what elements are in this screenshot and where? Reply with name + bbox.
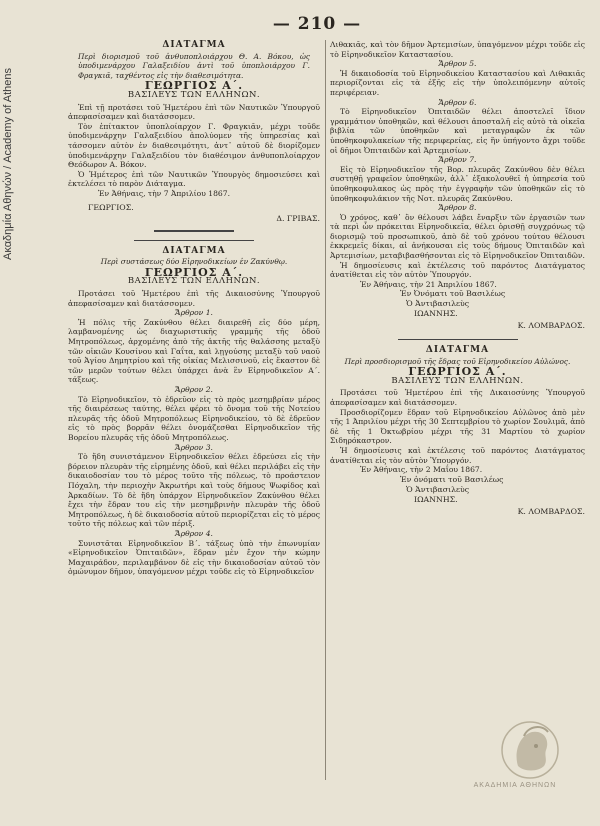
academy-stamp bbox=[452, 718, 578, 800]
signature-line: Ἐν ὀνόματι τοῦ Βασιλέως bbox=[400, 474, 504, 484]
decree-1-heading: ΔΙΑΤΑΓΜΑ bbox=[162, 40, 226, 50]
decree-1-king: ΓΕΩΡΓΙΟΣ Α΄. bbox=[144, 79, 244, 93]
signature-line: Ἐν Ὀνόματι τοῦ Βασιλέως bbox=[400, 289, 506, 299]
decree-2-paragraph: Προτάσει τοῦ Ἡμετέρου ἐπὶ τῆς Δικαιοσύνης Ὑπουργοῦ ἀπεφασίσαμεν καὶ διατάσσομεν. bbox=[68, 289, 320, 308]
decree-3-king: ΓΕΩΡΓΙΟΣ Α΄. bbox=[408, 365, 507, 379]
article-text: Λιθακιᾶς, καὶ τὸν δῆμον Ἀρτεμισίων, ὑπαγόμενον μέχρι τοῦδε εἰς τὸ Εἰρηνοδικεῖον Καταστασίου. bbox=[330, 40, 585, 59]
article-heading: Ἄρθρον 2. bbox=[175, 385, 213, 394]
section-separator bbox=[154, 230, 234, 232]
decree-2-heading: ΔΙΑΤΑΓΜΑ bbox=[162, 245, 226, 256]
athena-head-seal-icon bbox=[452, 718, 578, 782]
decree-2-date: Ἐν Ἀθήναις, τὴν 21 Ἀπριλίου 1867. bbox=[360, 279, 497, 289]
decree-1-paragraph: Ὁ Ἡμέτερος ἐπὶ τῶν Ναυτικῶν Ὑπουργὸς δημοσιεύσει καὶ ἐκτελέσει τὸ παρὸν Διάταγμα. bbox=[68, 169, 320, 189]
article-text: Τὸ Εἰρηνοδικεῖον Ὀπιταιδῶν θέλει ἀποστελεῖ ἴδιον γραμμάτιον ὑποθηκῶν, καὶ θέλουσι ἀποσταλῆ εἰς αὐτὸ τὰ οἰκεῖα βιβλία τῶν ὑποθηκῶν καὶ μεταγραφῶν ἐκ τῶν ὑποθηκοφυλακείων τῆς περιφερείας, εἰς ἣν ὑπήγοντο ἄχρι τοῦδε οἱ δῆμοι Ὀπιταιδῶν καὶ Ἀρτεμισίων. bbox=[330, 107, 585, 155]
article-heading: Ἄρθρον 5. bbox=[438, 59, 477, 69]
decree-1-signature: ΓΕΩΡΓΙΟΣ. bbox=[88, 202, 134, 212]
decree-3-minister: Κ. ΛΟΜΒΑΡΔΟΣ. bbox=[517, 506, 585, 516]
decree-2-minister: Κ. ΛΟΜΒΑΡΔΟΣ. bbox=[517, 321, 585, 331]
decree-3-heading: ΔΙΑΤΑΓΜΑ bbox=[425, 345, 490, 356]
article-text: Τὸ Εἰρηνοδικεῖον, τὸ ἑδρεῦον εἰς τὸ πρὸς μεσημβρίαν μέρος τῆς διαιρέσεως ταύτης, θέλει φέρει τὸ ὄνομα τοῦ τῆς Νοτείου πλευρᾶς τῆς ὁδοῦ Μητροπόλεως Εἰρηνοδικείου, τὸ δὲ ἑδρεῦον εἰς τὸ πρὸς βορρᾶν θέλει ὀνομάζεσθαι Εἰρηνοδικεῖον τῆς Βορείου πλευρᾶς τῆς ὁδοῦ Μητροπόλεως. bbox=[68, 394, 320, 442]
signature-line: Ὁ Ἀντιβασιλεὺς bbox=[406, 299, 470, 309]
section-separator bbox=[134, 240, 254, 241]
left-column bbox=[68, 40, 320, 577]
decree-1-subtitle: Περὶ διορισμοῦ τοῦ ἀνθυποπλοιάρχου Θ. Α. Βόκου, ὡς ὑποδιμενάρχου Γαλαξειδίου ἀντὶ τοῦ ὑποπλοιάρχου Γ. Φραγκιᾶ, ταχθέντος εἰς τὴν διαθεσιμότητα. bbox=[78, 51, 310, 80]
article-text: Εἰς τὸ Εἰρηνοδικεῖον τῆς Βορ. πλευρᾶς Ζακύνθου δὲν θέλει συστηθῇ γραφεῖον ὑποθηκῶν, ἀλλ᾽ ἐξακολουθεῖ ἡ ὑπηρεσία τοῦ ὑποθηκοφυλακος ὡς πρὸς τὴν ἐγγραφὴν τῶν ὑποθηκῶν εἰς τὸ ὑποθηκοφυλάκιον τῆς Νοτ. πλευρᾶς Ζακύνθου. bbox=[330, 164, 585, 203]
decree-3-date: Ἐν Ἀθήναις, τὴν 2 Μαΐου 1867. bbox=[360, 465, 483, 475]
decree-2-subtitle: Περὶ συστάσεως δύο Εἰρηνοδικείων ἐν Ζακύνθῳ. bbox=[100, 257, 288, 267]
page-number: — 210 — bbox=[272, 14, 362, 34]
article-text: Συνιστᾶται Εἰρηνοδικεῖον Β΄. τάξεως ὑπὸ τὴν ἐπωνυμίαν «Εἰρηνοδικεῖον Ὀπιταιδῶν», ἕδραν μὲν ἔχον τὴν κώμην Μαχαιράδον, περιλαμβάνον δὲ εἰς τὴν δικαιοδοσίαν αὐτοῦ τὸν ὁμώνυμον δῆμον, ὑπαγόμενον μέχρι τοῦδε εἰς τὸ Εἰρηνοδικεῖον bbox=[68, 538, 320, 577]
decree-3-paragraph: Προσδιορίζομεν ἕδραν τοῦ Εἰρηνοδικείου Αὐλῶνος ἀπὸ μὲν τῆς 1 Ἀπριλίου μέχρι τῆς 30 Σεπτεμβρίου τὸ χωρίον Σουλιμᾶ, ἀπὸ δὲ τῆς 1 Ὀκτωβρίου μέχρι τῆς 31 Μαρτίου τὸ χωρίον Σιδηρόκαστρον. bbox=[330, 407, 585, 446]
decree-2-king-title: ΒΑΣΙΛΕΥΣ ΤΩΝ ΕΛΛΗΝΩΝ. bbox=[127, 276, 261, 287]
decree-1-paragraph: Τὸν ἐπίτακτον ὑποπλοίαρχον Γ. Φραγκιᾶν, μέχρι τοῦδε ὑποδιμενάρχην Γαλαξειδίου ἀπολύομεν τῆς ὑπηρεσίας καὶ τάσσομεν αὐτὸν ἐν διαθεσιμότητι, ἀντ᾽ αὐτοῦ δὲ διορίζομεν ὑποδιμενάρχην Γαλαξειδίου τὸν διαθέσιμον ἀνθυποπλοίαρχον Θεόδωρον Α. Βόκον. bbox=[68, 121, 320, 170]
signature-line: Ὁ Ἀντιβασιλεὺς bbox=[406, 484, 470, 494]
right-column bbox=[330, 40, 585, 516]
decree-2-king: ΓΕΩΡΓΙΟΣ Α΄. bbox=[144, 265, 244, 279]
decree-2-closing: Ἡ δημοσίευσις καὶ ἐκτέλεσις τοῦ παρόντος Διατάγματος ἀνατίθεται εἰς τὸν αὐτὸν Ὑπουργόν. bbox=[330, 260, 585, 280]
decree-1-minister: Δ. ΓΡΙΒΑΣ. bbox=[276, 214, 320, 224]
signature-line: ΙΩΑΝΝΗΣ. bbox=[414, 494, 458, 504]
article-heading: Ἄρθρον 4. bbox=[175, 528, 213, 538]
decree-3-paragraph: Προτάσει τοῦ Ἡμετέρου ἐπὶ τῆς Δικαιοσύνης Ὑπουργοῦ ἀπεφασίσαμεν καὶ διατάσσομεν. bbox=[330, 388, 585, 407]
article-text: Τὸ ἤδη συνιστάμενον Εἰρηνοδικεῖον θέλει ἑδρεύσει εἰς τὴν βόρειον πλευρὰν τῆς εἰρημένης ὁδοῦ, καὶ θέλει περιλάβει εἰς τὴν δικαιοδοσίαν του τὸ μέρος τοῦτο τῆς πόλεως, τὸ προάστειον Πόχαλη, τὴν περιοχὴν Ἀκρωτήρι καὶ τοὺς δήμους Ψωφίδος καὶ Ἀρκαδίων. Τὸ δὲ ἤδη ὑπάρχον Εἰρηνοδικεῖον Ζακύνθου θέλει ἔχει τὴν ἕδραν του εἰς τὴν μεσημβρινὴν πλευρὰν τῆς ὁδοῦ Μητροπόλεως, ἡ δὲ δικαιοδοσία αὐτοῦ περιορίζεται εἰς τὸ μέρος τοῦτο τῆς πόλεως καὶ τῶν πέριξ. bbox=[68, 452, 320, 529]
side-watermark: Ακαδημία Αθηνών / Academy of Athens bbox=[2, 67, 14, 260]
decree-3-king-title: ΒΑΣΙΛΕΥΣ ΤΩΝ ΕΛΛΗΝΩΝ. bbox=[391, 375, 524, 386]
decree-3-subtitle: Περὶ προσδιορισμοῦ τῆς ἕδρας τοῦ Εἰρηνοδικείου Αὐλώνος. bbox=[344, 356, 571, 366]
section-separator bbox=[398, 339, 518, 340]
article-heading: Ἄρθρον 8. bbox=[438, 203, 477, 213]
article-text: Ἡ πόλις τῆς Ζακύνθου θέλει διαιρεθῆ εἰς δύο μέρη, λαμβανομένης ὡς διαχωριστικῆς γραμμῆς τῆς ὁδοῦ Μητροπόλεως, ἀρχομένης ἀπὸ τῆς ἀκτῆς τῆς θαλάσσης μεταξὺ τῶν οἰκιῶν Κουσίνου καὶ Γαΐτα, καὶ λῃγούσης μεταξὺ τοῦ ναοῦ τοῦ Ἁγίου Δημητρίου καὶ τῆς οἰκίας Μελισσινοῦ, εἰς ἕκαστον δὲ τῶν μερῶν τούτων θέλει ὑπάρχει ἀνὰ ἓν Εἰρηνοδικεῖον Α΄. τάξεως. bbox=[68, 317, 320, 385]
decree-3-paragraph: Ἡ δημοσίευσις καὶ ἐκτέλεσις τοῦ παρόντος Διατάγματος ἀνατίθεται εἰς τὸν αὐτὸν Ὑπουργόν. bbox=[330, 445, 585, 465]
decree-1-king-title: ΒΑΣΙΛΕΥΣ ΤΩΝ ΕΛΛΗΝΩΝ. bbox=[127, 89, 261, 100]
article-heading: Ἄρθρον 3. bbox=[175, 442, 213, 452]
decree-1-paragraph: Ἐπὶ τῇ προτάσει τοῦ Ἡμετέρου ἐπὶ τῶν Ναυτικῶν Ὑπουργοῦ ἀπεφασίσαμεν καὶ διατάσσομεν. bbox=[68, 102, 320, 122]
article-heading: Ἄρθρον 6. bbox=[438, 97, 477, 107]
column-divider bbox=[325, 40, 326, 780]
decree-1-date: Ἐν Ἀθήναις, τὴν 7 Ἀπριλίου 1867. bbox=[98, 188, 230, 198]
article-text: Ἡ δικαιοδοσία τοῦ Εἰρηνοδικείου Καταστασίου καὶ Λιθακιᾶς περιορίζονται εἰς τὰ ἐξῆς εἰς τὴν ὑπολειπόμενην αὐτοῖς περιφέρειαν. bbox=[330, 68, 585, 97]
stamp-text: ΑΚΑΔΗΜΙΑ ΑΘΗΝΩΝ bbox=[473, 782, 557, 789]
article-heading: Ἄρθρον 1. bbox=[175, 308, 213, 318]
decree-3-signature-block bbox=[400, 475, 585, 505]
article-heading: Ἄρθρον 7. bbox=[438, 155, 477, 165]
decree-2-signature-block bbox=[400, 289, 585, 319]
article-text: Ὁ χρόνος, καθ᾽ ὃν θέλουσι λάβει ἔναρξιν τῶν ἐργασιῶν των τὰ περὶ ὧν πρόκειται Εἰρηνοδικεῖα, θέλει ὁρισθῇ συγχρόνως τῷ διορισμῷ τοῦ προσωπικοῦ, ἀπὸ δὲ τοῦ χρόνου τούτου θέλουσι ἐκκρεμεῖς δίκαι, αἱ ἀνήκουσαι εἰς τοὺς δήμους Ὀπιταιδῶν καὶ Ἀρτεμισίων, μεταβιβασθήσονται εἰς τὸ Εἰρηνοδικεῖον Ὀπιταιδῶν. bbox=[330, 212, 585, 261]
signature-line: ΙΩΑΝΝΗΣ. bbox=[414, 309, 458, 319]
